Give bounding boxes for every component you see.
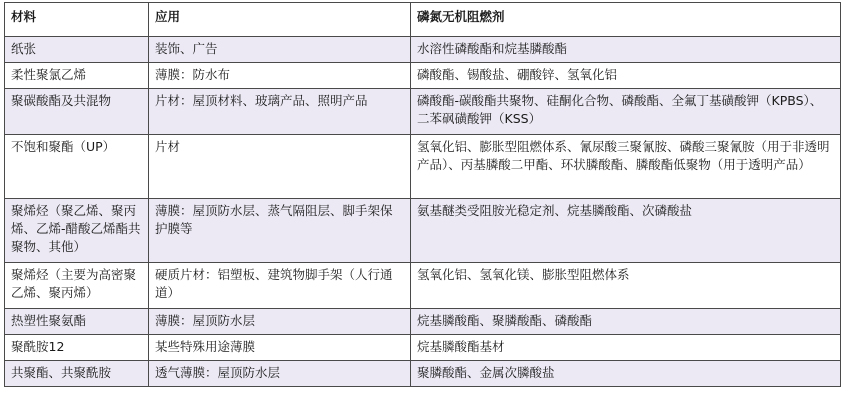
flame-retardant-table (4, 2, 841, 387)
cell-material: 聚酰胺12 (5, 335, 149, 361)
cell-material: 聚烯烃（主要为高密聚乙烯、聚丙烯） (5, 263, 149, 309)
cell-material: 不饱和聚酯（UP） (5, 135, 149, 199)
cell-application: 透气薄膜：屋顶防水层 (149, 361, 411, 387)
table-row (5, 335, 841, 361)
table-row (5, 361, 841, 387)
cell-flame-retardant: 聚膦酸酯、金属次膦酸盐 (411, 361, 841, 387)
table-row (5, 37, 841, 63)
cell-flame-retardant: 磷酸酯-碳酸酯共聚物、硅酮化合物、磷酸酯、全氟丁基磺酸钾（KPBS）、二苯砜磺酸钾（KSS） (411, 89, 841, 135)
table-row (5, 309, 841, 335)
flame-retardant-table-container (4, 2, 840, 408)
table-row (5, 263, 841, 309)
table-row (5, 63, 841, 89)
cell-application: 某些特殊用途薄膜 (149, 335, 411, 361)
table-row (5, 135, 841, 199)
cell-material: 纸张 (5, 37, 149, 63)
table-row (5, 199, 841, 263)
table-row (5, 89, 841, 135)
cell-flame-retardant: 氢氧化铝、氢氧化镁、膨胀型阻燃体系 (411, 263, 841, 309)
cell-flame-retardant: 氢氧化铝、膨胀型阻燃体系、氰尿酸三聚氰胺、磷酸三聚氰胺（用于非透明产品）、丙基膦酸二甲酯、环状膦酸酯、膦酸酯低聚物（用于透明产品） (411, 135, 841, 199)
cell-application: 装饰、广告 (149, 37, 411, 63)
cell-flame-retardant: 水溶性磷酸酯和烷基膦酸酯 (411, 37, 841, 63)
cell-flame-retardant: 烷基膦酸酯、聚膦酸酯、磷酸酯 (411, 309, 841, 335)
header-flame-retardant: 磷氮无机阻燃剂 (411, 3, 841, 37)
cell-application: 片材：屋顶材料、玻璃产品、照明产品 (149, 89, 411, 135)
cell-application: 片材 (149, 135, 411, 199)
cell-application: 薄膜：防水布 (149, 63, 411, 89)
cell-material: 柔性聚氯乙烯 (5, 63, 149, 89)
cell-material: 聚烯烃（聚乙烯、聚丙烯、乙烯-醋酸乙烯酯共聚物、其他） (5, 199, 149, 263)
cell-flame-retardant: 烷基膦酸酯基材 (411, 335, 841, 361)
cell-material: 热塑性聚氨酯 (5, 309, 149, 335)
cell-application: 薄膜：屋顶防水层、蒸气隔阻层、脚手架保护膜等 (149, 199, 411, 263)
cell-application: 薄膜：屋顶防水层 (149, 309, 411, 335)
cell-material: 共聚酯、共聚酰胺 (5, 361, 149, 387)
table-header-row (5, 3, 841, 37)
header-application: 应用 (149, 3, 411, 37)
cell-application: 硬质片材：铝塑板、建筑物脚手架（人行通道） (149, 263, 411, 309)
cell-material: 聚碳酸酯及共混物 (5, 89, 149, 135)
header-material: 材料 (5, 3, 149, 37)
cell-flame-retardant: 氨基醚类受阻胺光稳定剂、烷基膦酸酯、次磷酸盐 (411, 199, 841, 263)
cell-flame-retardant: 磷酸酯、锡酸盐、硼酸锌、氢氧化铝 (411, 63, 841, 89)
